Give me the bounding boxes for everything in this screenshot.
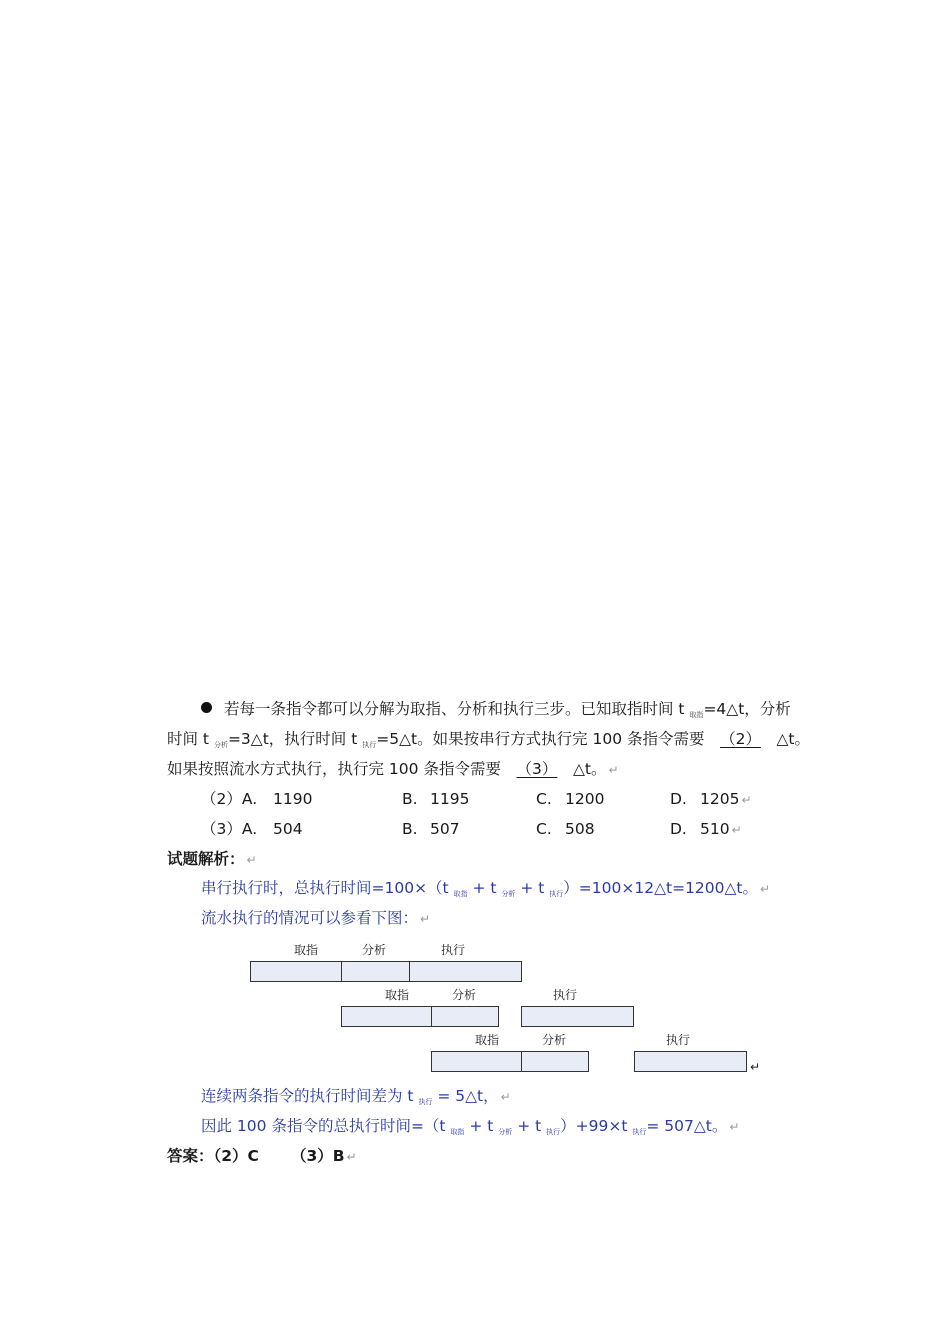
option-3-b-label: B. [402,820,418,838]
blank-3: （3） [516,760,558,778]
option-3-label: （3）A. [201,820,258,838]
analysis-pipeline-ref: 流水执行的情况可以参看下图： ↵ [201,909,431,927]
option-3-b: 507 [430,820,460,838]
row2-analyze-label: 分析 [452,988,477,1002]
row3-analyze-label: 分析 [542,1033,567,1047]
bullet-icon [201,702,212,713]
diagram-para-mark: ↵ [750,1060,761,1074]
row3-execute-label: 执行 [666,1033,691,1047]
row3-execute-box [634,1051,747,1072]
option-2-c-label: C. [536,790,552,808]
analysis-serial: 串行执行时，总执行时间=100×（t $_{取指}$ + t $_{分析}$ + t $_{执行}$）=100×12△t=1200△t。 ↵ [201,879,771,898]
option-3-d-label: D. [670,820,687,838]
analysis-title: 试题解析： ↵ [167,850,257,868]
question-line-3: 如果按照流水方式执行，执行完 100 条指令需要 （3） △t。 ↵ [167,760,619,778]
row2-fetch-box [341,1006,432,1027]
option-2-a: 1190 [273,790,313,808]
row2-execute-box [521,1006,634,1027]
option-2-c: 1200 [565,790,605,808]
row1-analyze-box [341,961,410,982]
row1-fetch-label: 取指 [294,943,319,957]
row1-execute-label: 执行 [441,943,466,957]
option-2-d-label: D. [670,790,687,808]
row3-fetch-label: 取指 [475,1033,500,1047]
analysis-total: 因此 100 条指令的总执行时间=（t $_{取指}$ + t $_{分析}$ + t $_{执行}$）+99×t $_{执行}$= 507△t。 ↵ [201,1117,740,1136]
option-3-d: 510 ↵ [700,820,742,838]
option-2-b: 1195 [430,790,470,808]
option-3-a: 504 [273,820,303,838]
option-3-c: 508 [565,820,595,838]
answer-line: 答案：（2）C （3）B ↵ [167,1147,357,1165]
blank-2: （2） [720,730,761,748]
row3-analyze-box [521,1051,589,1072]
row1-execute-box [409,961,522,982]
row3-fetch-box [431,1051,522,1072]
row2-execute-label: 执行 [553,988,578,1002]
row1-fetch-box [250,961,342,982]
question-line-1: 若每一条指令都可以分解为取指、分析和执行三步。已知取指时间 t $_{取指}$=4△t，分析 [201,699,791,725]
option-3-c-label: C. [536,820,552,838]
option-2-b-label: B. [402,790,418,808]
option-2-d: 1205 ↵ [700,790,752,808]
analysis-diff: 连续两条指令的执行时间差为 t $_{执行}$ = 5△t， ↵ [201,1087,511,1106]
row2-fetch-label: 取指 [385,988,410,1002]
question-line-2: 时间 t $_{分析}$=3△t，执行时间 t $_{执行}$=5△t。如果按串行方式执行完 100 条指令需要 （2） △t。 [167,730,811,749]
option-2-label: （2）A. [201,790,258,808]
row2-analyze-box [431,1006,499,1027]
row1-analyze-label: 分析 [362,943,387,957]
